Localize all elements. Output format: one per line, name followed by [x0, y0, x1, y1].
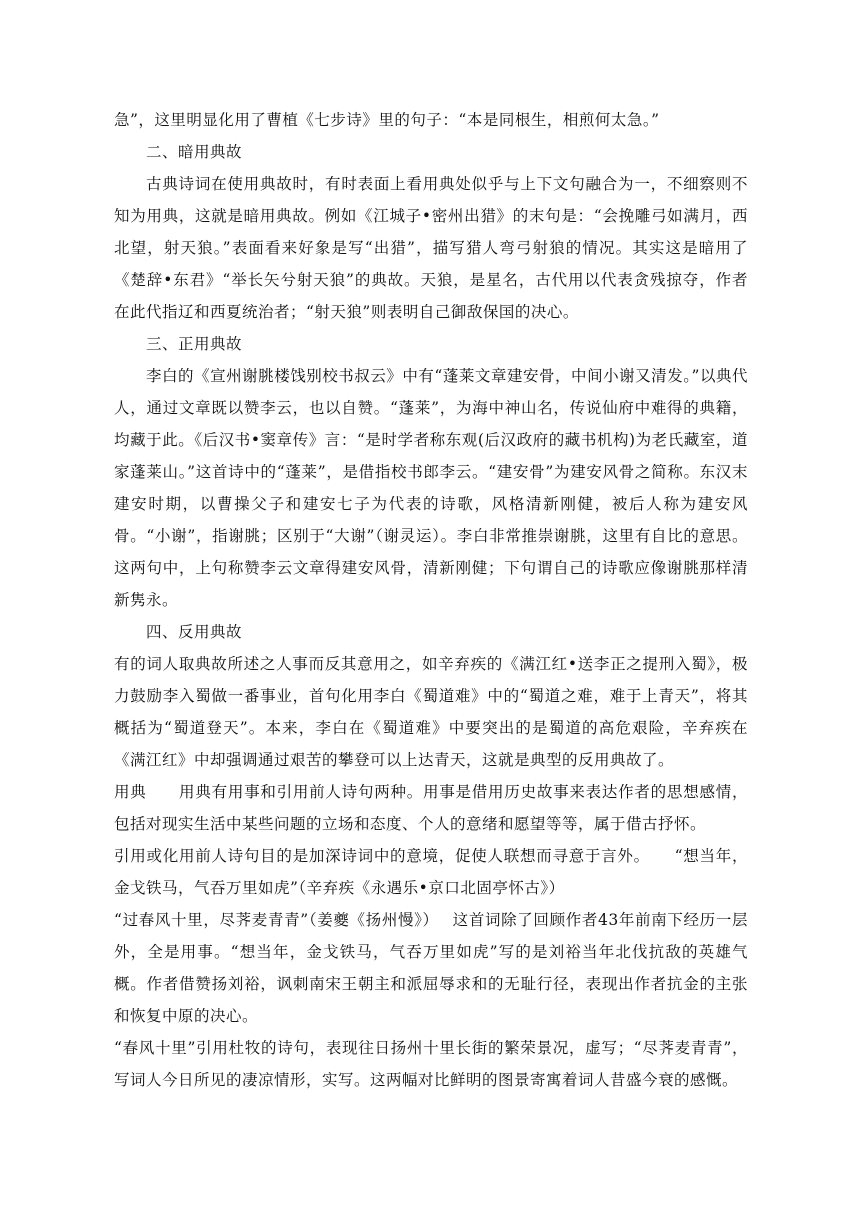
paragraph-direct-allusion: 李白的《宣州谢朓楼饯别校书叔云》中有“蓬莱文章建安骨，中间小谢又清发。”以典代人，通过文章既以赞李云，也以自赞。“蓬莱”，为海中神山名，传说仙府中难得的典籍，均藏于此。《后汉书•窦章传》言：“是时学者称东观(后汉政府的藏书机构)为老氏藏室，道家蓬莱山。”这首诗中的“蓬莱”，是借指校书郎李云。“建安骨”为建安风骨之简称。东汉末建安时期，以曹操父子和建安七子为代表的诗歌，风格清新刚健，被后人称为建安风骨。“小谢”，指谢朓；区别于“大谢”（谢灵运）。李白非常推崇谢朓，这里有自比的意思。这两句中，上句称赞李云文章得建安风骨，清新刚健；下句谓自己的诗歌应像谢朓那样清新隽永。 [114, 367, 748, 609]
paragraph-reverse-allusion: 有的词人取典故所述之人事而反其意用之，如辛弃疾的《满江红•送李正之提刑入蜀》，极力鼓励李入蜀做一番事业，首句化用李白《蜀道难》中的“蜀道之难，难于上青天”，将其概括为“蜀道登天”。本来，李白在《蜀道难》中要突出的是蜀道的高危艰险，辛弃疾在《满江红》中却强调通过艰苦的攀登可以上达青天，这就是典型的反用典故了。 [114, 655, 748, 769]
paragraph-spring-breeze-analysis: “春风十里”引用杜牧的诗句，表现往日扬州十里长街的繁荣景况，虚写；“尽荠麦青青”，写词人今日所见的凄凉情形，实写。这两幅对比鲜明的图景寄寓着词人昔盛今衰的感慨。 [114, 1039, 748, 1089]
section-heading-implicit-allusion: 二、暗用典故 [146, 143, 243, 161]
paragraph-implicit-allusion: 古典诗词在使用典故时，有时表面上看用典处似乎与上下文句融合为一，不细察则不知为用典，这就是暗用典故。例如《江城子•密州出猎》的末句是：“会挽雕弓如满月，西北望，射天狼。”表面看来好象是写“出猎”，描写猎人弯弓射狼的情况。其实这是暗用了《楚辞•东君》“举长矢兮射天狼”的典故。天狼，是星名，古代用以代表贪残掠夺，作者在此代指辽和西夏统治者；“射天狼”则表明自己御敌保国的决心。 [114, 175, 748, 321]
paragraph-poem-analysis: “过春风十里，尽荠麦青青”（姜夔《扬州慢》） 这首词除了回顾作者43年前南下经历一层外，全是用事。“想当年，金戈铁马，气吞万里如虎”写的是刘裕当年北伐抗敌的英雄气概。作者借赞扬刘裕，讽刺南宋王朝主和派屈辱求和的无耻行径，表现出作者抗金的主张和恢复中原的决心。 [114, 911, 748, 1025]
paragraph-quotation-purpose: 引用或化用前人诗句目的是加深诗词中的意境，促使人联想而寻意于言外。 “想当年，金戈铁马，气吞万里如虎”（辛弃疾《永遇乐•京口北固亭怀古》） [114, 847, 748, 897]
document-body [114, 104, 748, 1096]
section-heading-direct-allusion: 三、正用典故 [146, 335, 243, 353]
section-heading-reverse-allusion: 四、反用典故 [146, 623, 243, 641]
paragraph-continuation: 急”，这里明显化用了曹植《七步诗》里的句子：“本是同根生，相煎何太急。” [114, 111, 660, 129]
paragraph-allusion-definition: 用典 用典有用事和引用前人诗句两种。用事是借用历史故事来表达作者的思想感情，包括对现实生活中某些问题的立场和态度、个人的意绪和愿望等等，属于借古抒怀。 [114, 783, 748, 833]
